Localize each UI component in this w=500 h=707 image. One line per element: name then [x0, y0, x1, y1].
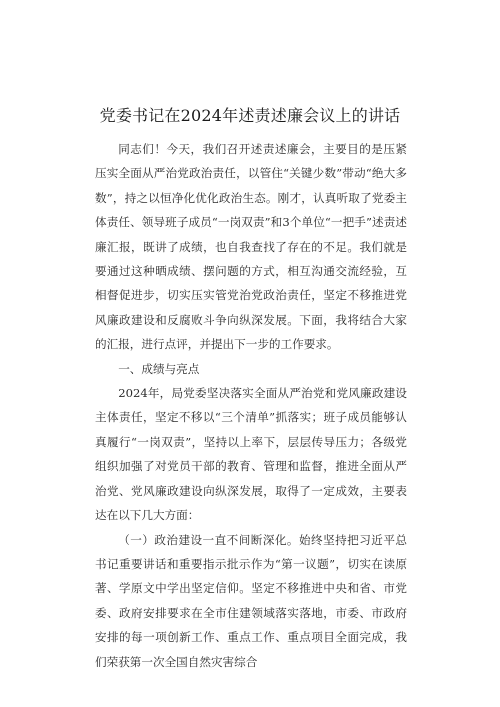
paragraph-political-construction: （一）政治建设一直不间断深化。始终坚持把习近平总书记重要讲话和重要指示批示作为“第一议题”，切实在读原著、学原文中学出坚定信仰。坚定不移推进中央和省、市党委、政府安排要求在全市住建领域落实落地，市委、市政府安排的每一项创新工作、重点工作、重点项目全面完成，我们荣获第一次全国自然灾害综合	[95, 532, 407, 669]
document-title: 党委书记在2024年述责述廉会议上的讲话	[99, 106, 401, 125]
document-body	[95, 137, 407, 674]
paragraph-opening: 同志们！今天，我们召开述责述廉会，主要目的是压紧压实全面从严治党政治责任，以管住“关键少数”带动“绝大多数”，持之以恒净化优化政治生态。刚才，认真听取了党委主体责任、领导班子成员“一岗双责”和3个单位“一把手”述责述廉汇报，既讲了成绩，也自我查找了存在的不足。我们就是要通过这种晒成绩、摆问题的方式，相互沟通交流经验，互相督促进步，切实压实管党治党政治责任，坚定不移推进党风廉政建设和反腐败斗争向纵深发展。下面，我将结合大家的汇报，进行点评，并提出下一步的工作要求。	[95, 142, 407, 352]
paragraph-summary: 2024年，局党委坚决落实全面从严治党和党风廉政建设主体责任，坚定不移以“三个清单”抓落实；班子成员能够认真履行“一岗双责”，坚持以上率下，层层传导压力；各级党组织加强了对党员干部的教育、管理和监督，推进全面从严治党、党风廉政建设向纵深发展，取得了一定成效，主要表达在以下几大方面：	[95, 386, 407, 523]
section-heading-achievements: 一、成绩与亮点	[118, 361, 200, 376]
